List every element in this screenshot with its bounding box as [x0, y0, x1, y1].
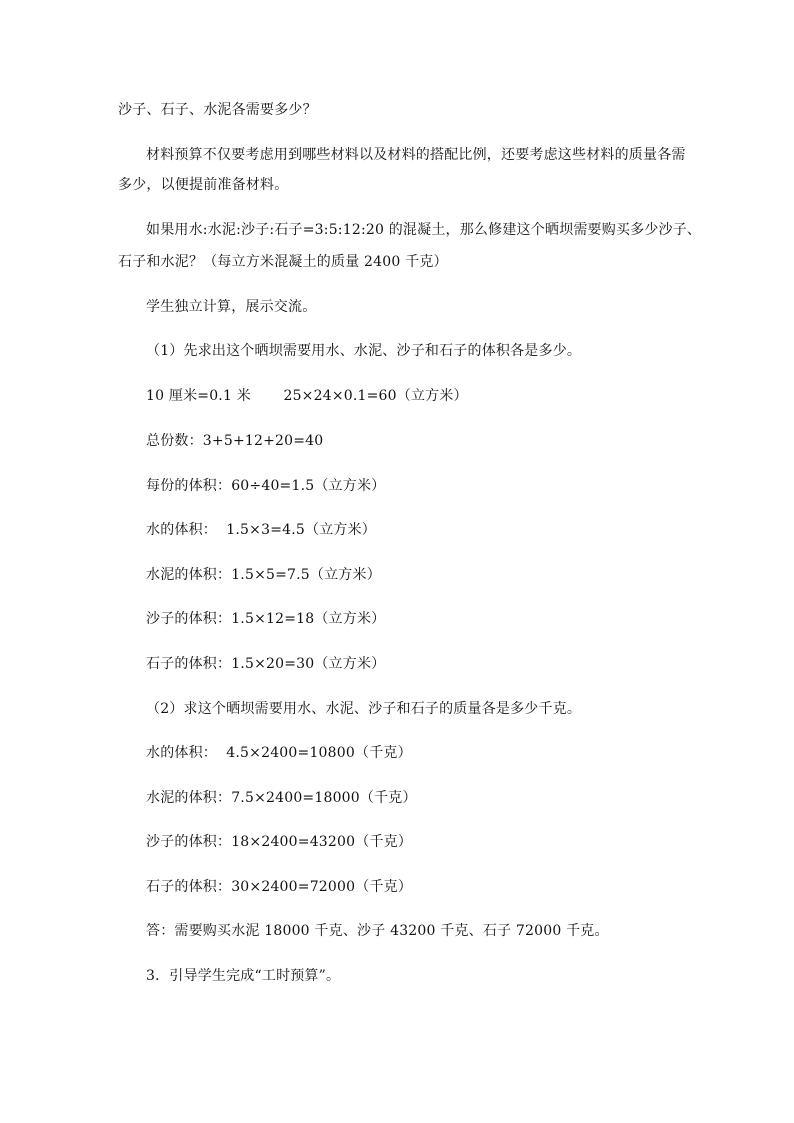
text-line-7: （1）先求出这个晒坝需要用水、水泥、沙子和石子的体积各是多少。	[146, 343, 582, 359]
text-line-5: 石子和水泥？（每立方米混凝土的质量 2400 千克）	[118, 254, 448, 270]
text-line-19: 石子的体积：30×2400=72000（千克）	[146, 879, 413, 895]
text-line-1: 沙子、石子、水泥各需要多少？	[118, 102, 317, 118]
text-line-14: 石子的体积：1.5×20=30（立方米）	[146, 656, 386, 672]
text-line-17: 水泥的体积：7.5×2400=18000（千克）	[146, 790, 417, 806]
text-line-21: 3．引导学生完成“工时预算”。	[146, 968, 341, 984]
text-line-12: 水泥的体积：1.5×5=7.5（立方米）	[146, 567, 381, 583]
text-line-20: 答：需要购买水泥 18000 千克、沙子 43200 千克、石子 72000 千克。	[146, 923, 609, 939]
text-line-16: 水的体积： 4.5×2400=10800（千克）	[146, 745, 412, 761]
text-line-10: 每份的体积：60÷40=1.5（立方米）	[146, 478, 386, 494]
text-line-18: 沙子的体积：18×2400=43200（千克）	[146, 834, 413, 850]
text-line-6: 学生独立计算，展示交流。	[146, 299, 317, 315]
text-line-9: 总份数：3+5+12+20=40	[146, 433, 324, 449]
text-line-11: 水的体积： 1.5×3=4.5（立方米）	[146, 522, 376, 538]
text-line-8: 10 厘米=0.1 米 25×24×0.1=60（立方米）	[146, 388, 468, 404]
text-line-13: 沙子的体积：1.5×12=18（立方米）	[146, 611, 386, 627]
text-line-15: （2）求这个晒坝需要用水、水泥、沙子和石子的质量各是多少千克。	[146, 701, 582, 717]
text-line-2: 材料预算不仅要考虑用到哪些材料以及材料的搭配比例，还要考虑这些材料的质量各需	[146, 147, 686, 163]
text-line-4: 如果用水:水泥:沙子:石子=3:5:12:20 的混凝土，那么修建这个晒坝需要购买多少沙子、	[146, 222, 702, 238]
text-line-3: 多少，以便提前准备材料。	[118, 177, 289, 193]
